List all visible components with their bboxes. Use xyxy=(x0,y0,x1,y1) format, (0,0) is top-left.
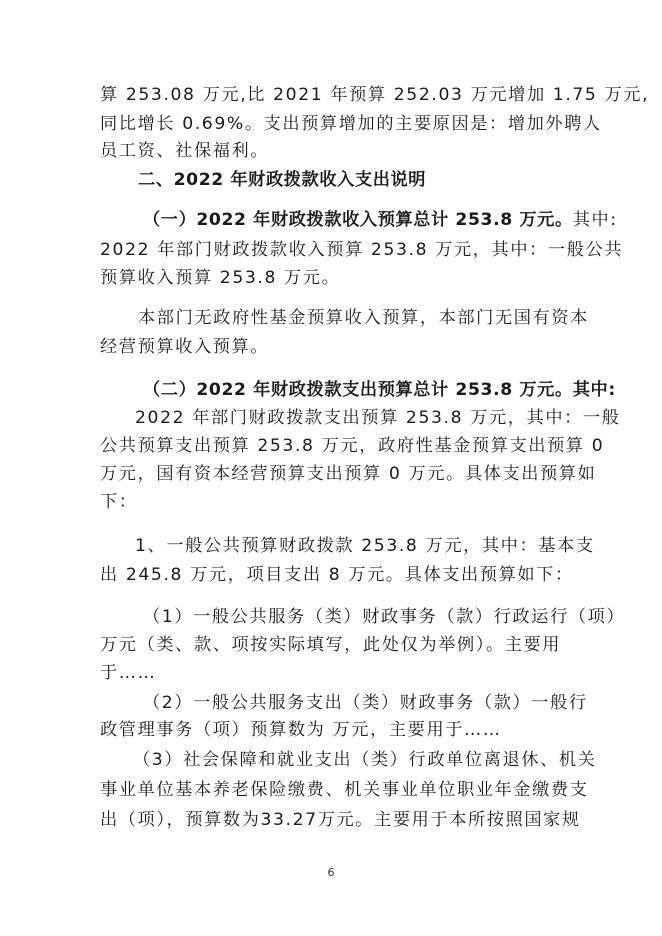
subsection-heading-suffix: 其中: xyxy=(572,210,618,230)
paragraph-line: 经营预算收入预算。 xyxy=(100,337,270,357)
paragraph-line: 1、一般公共预算财政拨款 253.8 万元，其中：基本支 xyxy=(135,536,595,556)
list-item-line: 出（项），预算数为33.27万元。主要用于本所按照国家规 xyxy=(100,810,581,830)
paragraph-line: 算 253.08 万元,比 2021 年预算 252.03 万元增加 1.75 万元, xyxy=(100,85,650,105)
list-item-line: （3）社会保障和就业支出（类）行政单位离退休、机关 xyxy=(133,750,597,770)
subsection-heading xyxy=(143,210,618,230)
paragraph-line: 公共预算支出预算 253.8 万元，政府性基金预算支出预算 0 xyxy=(100,436,605,456)
subsection-heading: （二）2022 年财政拨款支出预算总计 253.8 万元。其中: xyxy=(143,380,616,400)
paragraph-line: 出 245.8 万元，项目支出 8 万元。具体支出预算如下： xyxy=(100,565,574,585)
paragraph-line: 预算收入预算 253.8 万元。 xyxy=(100,268,341,288)
list-item-line: 万元（类、款、项按实际填写，此处仅为举例）。主要用 xyxy=(100,635,562,655)
paragraph-line: 本部门无政府性基金预算收入预算，本部门无国有资本 xyxy=(138,308,589,328)
page-number: 6 xyxy=(327,866,335,879)
paragraph-line: 万元，国有资本经营预算支出预算 0 万元。具体支出预算如 xyxy=(100,464,597,484)
list-item-line: （2）一般公共服务支出（类）财政事务（款）一般行 xyxy=(143,693,588,713)
subsection-heading-bold: （一）2022 年财政拨款收入预算总计 253.8 万元。 xyxy=(143,210,573,230)
paragraph-line: 2022 年部门财政拨款收入预算 253.8 万元，其中：一般公共 xyxy=(100,240,624,260)
section-heading: 二、2022 年财政拨款收入支出说明 xyxy=(138,170,427,190)
list-item-line: 政管理事务（项）预算数为 万元，主要用于…… xyxy=(100,720,502,740)
paragraph-line: 员工资、社保福利。 xyxy=(100,141,270,161)
list-item-line: 事业单位基本养老保险缴费、机关事业单位职业年金缴费支 xyxy=(100,780,589,800)
list-item-line: （1）一般公共服务（类）财政事务（款）行政运行（项） xyxy=(143,607,626,627)
list-item-line: 于…… xyxy=(100,663,157,683)
paragraph-line: 同比增长 0.69%。支出预算增加的主要原因是：增加外聘人 xyxy=(100,114,602,134)
paragraph-line: 2022 年部门财政拨款支出预算 253.8 万元，其中：一般 xyxy=(135,408,621,428)
paragraph-line: 下： xyxy=(100,492,138,512)
